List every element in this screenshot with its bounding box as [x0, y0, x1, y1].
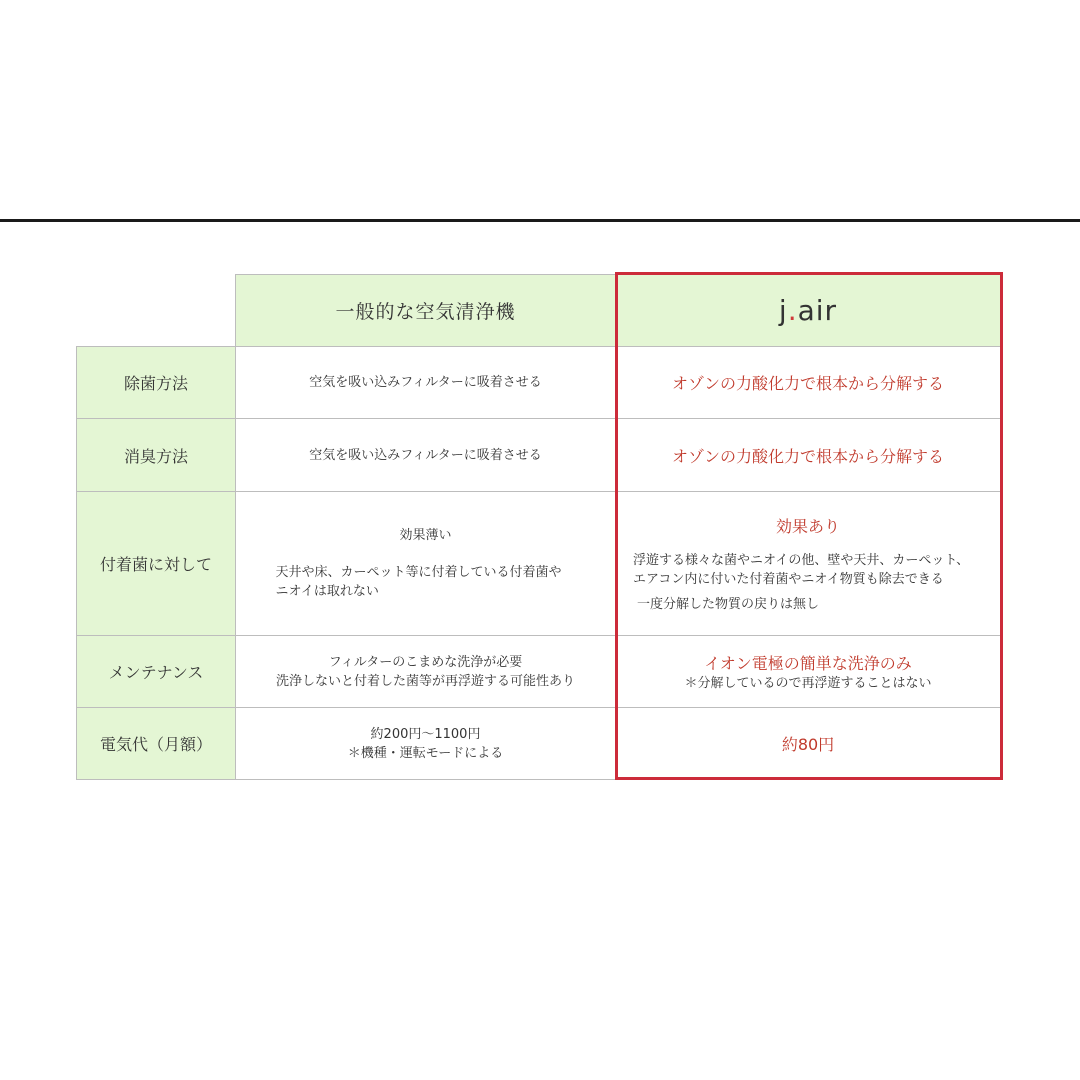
jair-electricity-cost: 約80円	[615, 707, 1001, 780]
general-sterilization: 空気を吸い込みフィルターに吸着させる	[235, 346, 616, 419]
row-label-attached-bacteria: 付着菌に対して	[76, 491, 236, 636]
row-label-electricity-cost: 電気代（月額）	[76, 707, 236, 780]
header-general-title: 一般的な空気清浄機	[335, 301, 516, 323]
row-label-sterilization: 除菌方法	[76, 346, 236, 419]
jair-deodorization: オゾンの力酸化力で根本から分解する	[615, 418, 1001, 492]
header-jair	[615, 274, 1001, 347]
row-label-maintenance: メンテナンス	[76, 635, 236, 708]
general-electricity-cost: 約200円〜1100円 ＊機種・運転モードによる	[235, 707, 616, 780]
row-label-deodorization: 消臭方法	[76, 418, 236, 492]
header-general-cleaner	[235, 274, 616, 347]
jair-sterilization: オゾンの力酸化力で根本から分解する	[615, 346, 1001, 419]
top-divider-line	[0, 219, 1080, 222]
jair-attached-bacteria: 効果あり 浮遊する様々な菌やニオイの他、壁や天井、カーペット、 エアコン内に付いた付着菌やニオイ物質も除去できる 一度分解した物質の戻りは無し	[615, 491, 1001, 636]
general-attached-bacteria: 効果薄い 天井や床、カーペット等に付着している付着菌や ニオイは取れない	[235, 491, 616, 636]
jair-maintenance: イオン電極の簡単な洗浄のみ ＊分解しているので再浮遊することはない	[615, 635, 1001, 708]
general-maintenance: フィルターのこまめな洗浄が必要 洗浄しないと付着した菌等が再浮遊する可能性あり	[235, 635, 616, 708]
general-deodorization: 空気を吸い込みフィルターに吸着させる	[235, 418, 616, 492]
jair-logo: j.air	[778, 294, 838, 327]
